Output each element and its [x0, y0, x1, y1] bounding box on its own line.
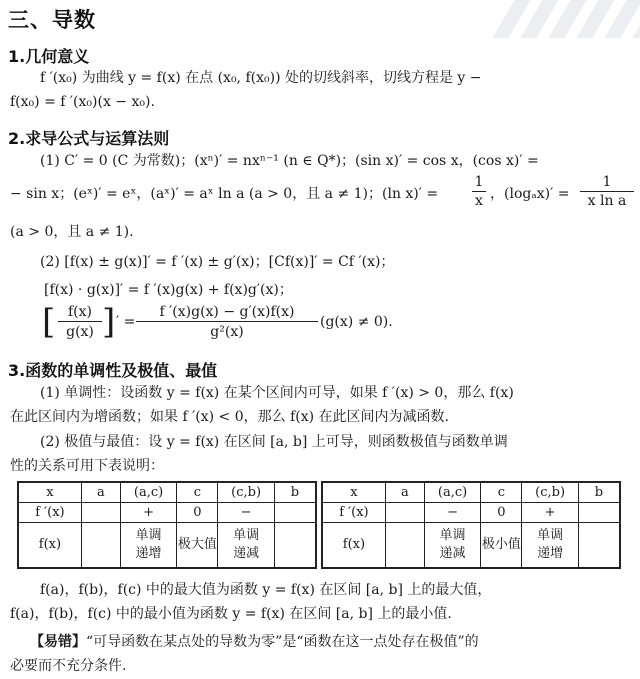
table-cell	[274, 503, 315, 523]
table-cell: c	[481, 483, 522, 503]
extremum-table-min	[322, 482, 620, 568]
table-cell: 单调 递增	[522, 523, 578, 568]
text-line: (a > 0，且 a ≠ 1).	[10, 224, 134, 240]
table-cell	[274, 523, 315, 568]
table-row	[323, 503, 620, 523]
table-row	[19, 523, 316, 568]
fraction-denominator: g²(x)	[210, 324, 244, 340]
table-cell: f ′(x)	[323, 503, 386, 523]
text-line: (2) 极值与最值：设 y = f(x) 在区间 [a, b] 上可导，则函数极值与函数单调	[40, 434, 508, 450]
table-cell: +	[522, 503, 578, 523]
table-cell: 极大值	[177, 523, 218, 568]
text-line: [f(x) · g(x)]′ = f ′(x)g(x) + f(x)g′(x)；	[44, 282, 293, 298]
heading-derivative-formulas: 2.求导公式与运算法则	[8, 129, 170, 148]
table-cell: 单调 递减	[218, 523, 274, 568]
fraction-denominator: g(x)	[66, 324, 94, 340]
text-line: f ′(x₀) 为曲线 y = f(x) 在点 (x₀, f(x₀)) 处的切线斜率，切线方程是 y −	[40, 70, 482, 86]
table-cell	[81, 503, 120, 523]
fraction-numerator: f(x)	[58, 303, 102, 322]
table-row	[323, 523, 620, 568]
text-line: (1) C′ = 0 (C 为常数)；(xⁿ)′ = nxⁿ⁻¹ (n ∈ Q*)；(sin x)′ = cos x，(cos x)′ =	[40, 153, 539, 169]
table-cell: −	[424, 503, 480, 523]
table-cell	[385, 523, 424, 568]
table-cell: a	[81, 483, 120, 503]
text-line: (2) [f(x) ± g(x)]′ = f ′(x) ± g′(x)；[Cf(x)]′ = Cf ′(x)；	[40, 254, 395, 270]
section-title: 三、导数	[8, 8, 96, 32]
table-cell: f(x)	[19, 523, 82, 568]
fraction-numerator: 1	[472, 174, 486, 192]
table-cell: a	[385, 483, 424, 503]
table-cell: (a,c)	[120, 483, 176, 503]
table-cell: b	[274, 483, 315, 503]
fraction-denominator: x ln a	[587, 193, 627, 209]
table-cell: c	[177, 483, 218, 503]
table-cell: −	[218, 503, 274, 523]
bracket-left: [	[42, 302, 56, 342]
fraction-denominator: x	[475, 193, 483, 209]
table-cell: f ′(x)	[19, 503, 82, 523]
text-line: 性的关系可用下表说明：	[10, 458, 164, 474]
fraction-numerator: 1	[580, 174, 634, 192]
fraction-numerator: f ′(x)g(x) − g′(x)f(x)	[136, 303, 318, 322]
table-row	[19, 503, 316, 523]
equals-sign: ′ =	[116, 314, 136, 330]
table-cell: 单调 递减	[424, 523, 480, 568]
text-line: f(x₀) = f ′(x₀)(x − x₀).	[10, 94, 155, 110]
table-cell: (a,c)	[424, 483, 480, 503]
table-cell: 极小值	[481, 523, 522, 568]
table-row	[323, 483, 620, 503]
text-line: f(a)，f(b)，f(c) 中的最大值为函数 y = f(x) 在区间 [a, b] 上的最大值，	[40, 582, 492, 598]
table-cell: 单调 递增	[120, 523, 176, 568]
table-cell: f(x)	[323, 523, 386, 568]
error-prone-note	[30, 632, 479, 652]
table-cell	[578, 503, 619, 523]
text-line: (g(x) ≠ 0).	[320, 314, 393, 330]
text-line: f(a)，f(b)，f(c) 中的最小值为函数 y = f(x) 在区间 [a, b] 上的最小值.	[10, 606, 452, 622]
text-line: 在此区间内为增函数；如果 f ′(x) < 0，那么 f(x) 在此区间内为减函数.	[10, 409, 449, 425]
text-line: ，(logₐx)′ =	[490, 186, 570, 202]
text-line: (1) 单调性：设函数 y = f(x) 在某个区间内可导，如果 f ′(x) > 0，那么 f(x)	[40, 385, 514, 401]
table-cell	[385, 503, 424, 523]
bracket-right: ]	[102, 302, 116, 342]
table-cell: (c,b)	[522, 483, 578, 503]
table-cell: +	[120, 503, 176, 523]
heading-monotonicity: 3.函数的单调性及极值、最值	[8, 361, 218, 380]
heading-geometric-meaning: 1.几何意义	[8, 47, 90, 66]
extremum-table-max	[18, 482, 316, 568]
table-cell: x	[323, 483, 386, 503]
table-cell: 0	[177, 503, 218, 523]
table-cell	[578, 523, 619, 568]
table-row	[19, 483, 316, 503]
table-cell: x	[19, 483, 82, 503]
header-decoration	[490, 0, 640, 38]
note-label: 【易错】	[30, 634, 86, 650]
table-cell: (c,b)	[218, 483, 274, 503]
note-text: “可导函数在某点处的导数为零”是“函数在这一点处存在极值”的	[86, 634, 479, 650]
text-line: 必要而不充分条件.	[10, 658, 127, 674]
table-cell	[81, 523, 120, 568]
table-cell: b	[578, 483, 619, 503]
table-cell: 0	[481, 503, 522, 523]
text-line: − sin x；(eˣ)′ = eˣ，(aˣ)′ = aˣ ln a (a > 0，且 a ≠ 1)；(ln x)′ =	[10, 186, 439, 202]
